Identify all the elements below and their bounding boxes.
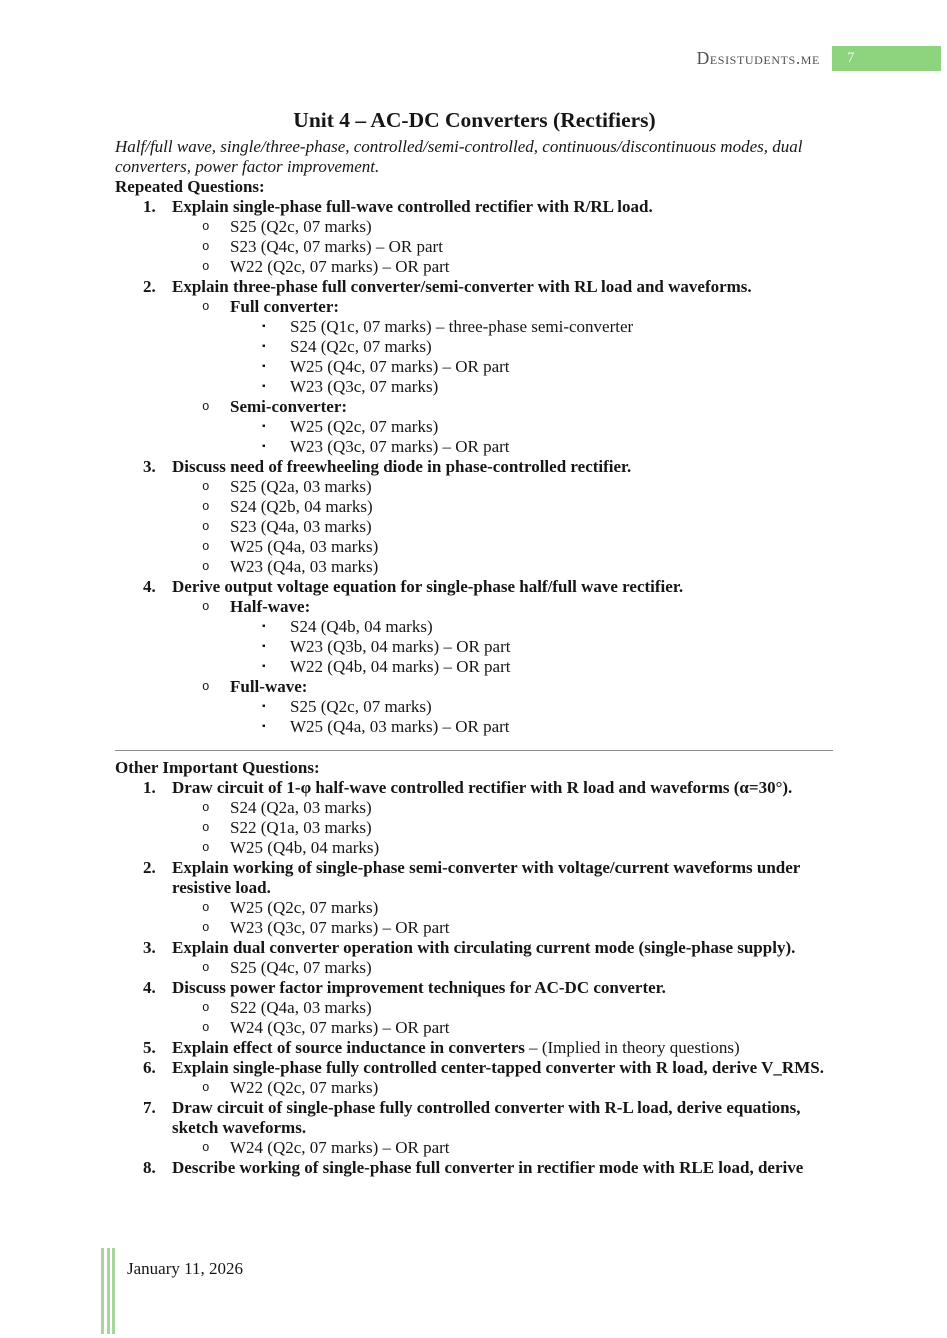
- question-item: [115, 938, 834, 958]
- exam-ref-subtext: W22 (Q4b, 04 marks) – OR part: [290, 657, 511, 676]
- question-item: [115, 197, 834, 217]
- section-heading: Repeated Questions:: [115, 177, 265, 196]
- exam-ref-subitem: [115, 617, 834, 637]
- exam-ref-subtext: S24 (Q4b, 04 marks): [290, 617, 433, 636]
- circle-bullet-icon: o: [202, 480, 210, 494]
- exam-ref-item: [115, 397, 834, 417]
- question-item: [115, 1058, 834, 1078]
- item-number: 1.: [143, 197, 156, 216]
- site-label: Desistudents.me: [696, 47, 820, 68]
- circle-bullet-icon: o: [202, 1001, 210, 1015]
- exam-ref-subitem: [115, 697, 834, 717]
- exam-ref-subitem: [115, 637, 834, 657]
- exam-ref-text: S25 (Q4c, 07 marks): [230, 958, 372, 977]
- item-number: 8.: [143, 1158, 156, 1177]
- exam-ref-text: S25 (Q2a, 03 marks): [230, 477, 372, 496]
- exam-ref-text: Half-wave:: [230, 597, 311, 616]
- circle-bullet-icon: o: [202, 821, 210, 835]
- exam-ref-text: W25 (Q2c, 07 marks): [230, 898, 379, 917]
- item-text-bold: Explain single-phase fully controlled center-tapped converter with R load, derive V_RMS.: [172, 1058, 824, 1077]
- square-bullet-icon: ▪: [262, 361, 266, 372]
- item-text: [172, 577, 834, 597]
- exam-ref-subtext: W23 (Q3b, 04 marks) – OR part: [290, 637, 511, 656]
- circle-bullet-icon: o: [202, 560, 210, 574]
- exam-ref-item: [115, 237, 834, 257]
- item-number: 5.: [143, 1038, 156, 1057]
- square-bullet-icon: ▪: [262, 661, 266, 672]
- circle-bullet-icon: o: [202, 1021, 210, 1035]
- exam-ref-subtext: W25 (Q4a, 03 marks) – OR part: [290, 717, 510, 736]
- item-number: 3.: [143, 938, 156, 957]
- exam-ref-item: [115, 297, 834, 317]
- item-text: [172, 1038, 834, 1058]
- exam-ref-text: S23 (Q4c, 07 marks) – OR part: [230, 237, 443, 256]
- page-number-badge: [832, 46, 941, 71]
- item-text: [172, 978, 834, 998]
- exam-ref-item: [115, 477, 834, 497]
- exam-ref-text: S23 (Q4a, 03 marks): [230, 517, 372, 536]
- exam-ref-item: [115, 497, 834, 517]
- document-body: [115, 107, 834, 1178]
- exam-ref-item: [115, 918, 834, 938]
- exam-ref-text: Semi-converter:: [230, 397, 348, 416]
- exam-ref-item: [115, 1018, 834, 1038]
- exam-ref-item: [115, 537, 834, 557]
- exam-ref-text: W23 (Q4a, 03 marks): [230, 557, 379, 576]
- question-item: [115, 858, 834, 898]
- item-text-bold: Explain dual converter operation with circulating current mode (single-phase supply).: [172, 938, 796, 957]
- item-text-bold: Explain three-phase full converter/semi-converter with RL load and waveforms.: [172, 277, 752, 296]
- item-number: 3.: [143, 457, 156, 476]
- exam-ref-item: [115, 1078, 834, 1098]
- exam-ref-subitem: [115, 657, 834, 677]
- exam-ref-text: S22 (Q4a, 03 marks): [230, 998, 372, 1017]
- exam-ref-text: Full-wave:: [230, 677, 308, 696]
- circle-bullet-icon: o: [202, 680, 210, 694]
- square-bullet-icon: ▪: [262, 641, 266, 652]
- section-heading: Other Important Questions:: [115, 758, 320, 777]
- unit-title: Unit 4 – AC-DC Converters (Rectifiers): [293, 108, 656, 132]
- item-text-bold: Draw circuit of single-phase fully controlled converter with R-L load, derive equations, sketch waveforms.: [172, 1098, 801, 1137]
- circle-bullet-icon: o: [202, 1141, 210, 1155]
- exam-ref-subtext: S25 (Q1c, 07 marks) – three-phase semi-converter: [290, 317, 634, 336]
- circle-bullet-icon: o: [202, 300, 210, 314]
- question-item: [115, 1098, 834, 1138]
- square-bullet-icon: ▪: [262, 421, 266, 432]
- item-text: [172, 1098, 834, 1138]
- item-text: [172, 197, 834, 217]
- exam-ref-text: W23 (Q3c, 07 marks) – OR part: [230, 918, 450, 937]
- circle-bullet-icon: o: [202, 400, 210, 414]
- item-text-bold: Explain effect of source inductance in converters: [172, 1038, 525, 1057]
- circle-bullet-icon: o: [202, 841, 210, 855]
- item-text: [172, 1058, 834, 1078]
- question-item: [115, 457, 834, 477]
- item-text: [172, 277, 834, 297]
- question-item: [115, 277, 834, 297]
- exam-ref-text: W24 (Q2c, 07 marks) – OR part: [230, 1138, 450, 1157]
- question-item: [115, 1158, 834, 1178]
- item-number: 1.: [143, 778, 156, 797]
- item-text-bold: Discuss need of freewheeling diode in phase-controlled rectifier.: [172, 457, 632, 476]
- item-number: 7.: [143, 1098, 156, 1117]
- exam-ref-subitem: [115, 377, 834, 397]
- circle-bullet-icon: o: [202, 1081, 210, 1095]
- item-number: 2.: [143, 858, 156, 877]
- item-text-bold: Explain working of single-phase semi-converter with voltage/current waveforms under resistive load.: [172, 858, 801, 897]
- exam-ref-subtext: S25 (Q2c, 07 marks): [290, 697, 432, 716]
- exam-ref-text: Full converter:: [230, 297, 340, 316]
- exam-ref-subitem: [115, 337, 834, 357]
- circle-bullet-icon: o: [202, 961, 210, 975]
- exam-ref-text: W24 (Q3c, 07 marks) – OR part: [230, 1018, 450, 1037]
- exam-ref-subitem: [115, 357, 834, 377]
- item-text: [172, 1158, 834, 1178]
- item-number: 6.: [143, 1058, 156, 1077]
- circle-bullet-icon: o: [202, 260, 210, 274]
- item-text-bold: Derive output voltage equation for single-phase half/full wave rectifier.: [172, 577, 684, 596]
- item-text: [172, 457, 834, 477]
- circle-bullet-icon: o: [202, 540, 210, 554]
- exam-ref-item: [115, 557, 834, 577]
- circle-bullet-icon: o: [202, 600, 210, 614]
- exam-ref-text: W22 (Q2c, 07 marks) – OR part: [230, 257, 450, 276]
- exam-ref-item: [115, 898, 834, 918]
- exam-ref-item: [115, 998, 834, 1018]
- exam-ref-item: [115, 257, 834, 277]
- item-number: 4.: [143, 978, 156, 997]
- exam-ref-text: W25 (Q4b, 04 marks): [230, 838, 380, 857]
- question-item: [115, 978, 834, 998]
- exam-ref-item: [115, 958, 834, 978]
- square-bullet-icon: ▪: [262, 701, 266, 712]
- item-text-bold: Describe working of single-phase full converter in rectifier mode with RLE load, derive: [172, 1158, 804, 1177]
- exam-ref-subitem: [115, 317, 834, 337]
- exam-ref-item: [115, 217, 834, 237]
- item-text-regular: – (Implied in theory questions): [524, 1038, 740, 1057]
- exam-ref-text: S25 (Q2c, 07 marks): [230, 217, 372, 236]
- question-item: [115, 1038, 834, 1058]
- exam-ref-text: W22 (Q2c, 07 marks): [230, 1078, 379, 1097]
- square-bullet-icon: ▪: [262, 381, 266, 392]
- item-text: [172, 858, 834, 898]
- exam-ref-text: W25 (Q4a, 03 marks): [230, 537, 379, 556]
- exam-ref-item: [115, 818, 834, 838]
- exam-ref-subtext: W23 (Q3c, 07 marks) – OR part: [290, 437, 510, 456]
- question-item: [115, 778, 834, 798]
- square-bullet-icon: ▪: [262, 441, 266, 452]
- exam-ref-subitem: [115, 717, 834, 737]
- circle-bullet-icon: o: [202, 500, 210, 514]
- page-number: 7: [847, 49, 855, 66]
- question-sections: [115, 177, 834, 1178]
- footer-date: January 11, 2026: [127, 1259, 243, 1278]
- square-bullet-icon: ▪: [262, 321, 266, 332]
- item-text: [172, 778, 834, 798]
- item-text-bold: Discuss power factor improvement techniques for AC-DC converter.: [172, 978, 666, 997]
- circle-bullet-icon: o: [202, 801, 210, 815]
- footer-accent-bars-icon: [101, 1248, 115, 1334]
- syllabus-line: Half/full wave, single/three-phase, controlled/semi-controlled, continuous/discontinuous modes, dual converters, power factor improvement.: [115, 137, 803, 176]
- item-text-bold: Explain single-phase full-wave controlled rectifier with R/RL load.: [172, 197, 653, 216]
- exam-ref-subtext: W25 (Q4c, 07 marks) – OR part: [290, 357, 510, 376]
- exam-ref-item: [115, 677, 834, 697]
- exam-ref-subtext: S24 (Q2c, 07 marks): [290, 337, 432, 356]
- exam-ref-subtext: W23 (Q3c, 07 marks): [290, 377, 439, 396]
- exam-ref-item: [115, 798, 834, 818]
- exam-ref-item: [115, 517, 834, 537]
- exam-ref-text: S22 (Q1a, 03 marks): [230, 818, 372, 837]
- square-bullet-icon: ▪: [262, 341, 266, 352]
- circle-bullet-icon: o: [202, 220, 210, 234]
- exam-ref-item: [115, 838, 834, 858]
- circle-bullet-icon: o: [202, 520, 210, 534]
- exam-ref-subtext: W25 (Q2c, 07 marks): [290, 417, 439, 436]
- exam-ref-text: S24 (Q2a, 03 marks): [230, 798, 372, 817]
- item-number: 4.: [143, 577, 156, 596]
- circle-bullet-icon: o: [202, 240, 210, 254]
- item-number: 2.: [143, 277, 156, 296]
- circle-bullet-icon: o: [202, 901, 210, 915]
- exam-ref-item: [115, 597, 834, 617]
- exam-ref-subitem: [115, 417, 834, 437]
- question-item: [115, 577, 834, 597]
- exam-ref-item: [115, 1138, 834, 1158]
- item-text: [172, 938, 834, 958]
- item-text-bold: Draw circuit of 1-φ half-wave controlled rectifier with R load and waveforms (α=30°).: [172, 778, 793, 797]
- square-bullet-icon: ▪: [262, 721, 266, 732]
- circle-bullet-icon: o: [202, 921, 210, 935]
- page-header: [0, 45, 941, 71]
- exam-ref-subitem: [115, 437, 834, 457]
- exam-ref-text: S24 (Q2b, 04 marks): [230, 497, 373, 516]
- square-bullet-icon: ▪: [262, 621, 266, 632]
- section-divider: [115, 750, 833, 751]
